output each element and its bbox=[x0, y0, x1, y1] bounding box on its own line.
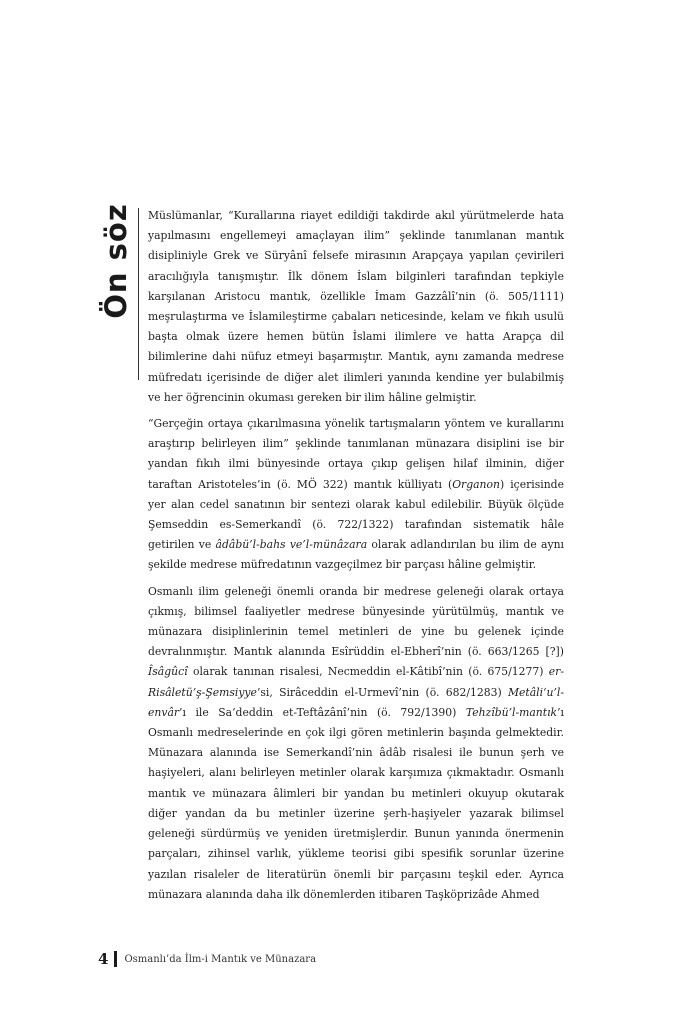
chapter-title bbox=[96, 203, 136, 319]
italic-title: âdâbü’l-bahs ve’l-münâzara bbox=[215, 538, 368, 552]
footer-rule bbox=[114, 951, 117, 967]
text-run: “Gerçeğin ortaya çıkarılmasına yönelik tartışmaların yöntem ve kurallarını araştırıp belirleyen ilim” şeklinde tanımlanan münazara disiplini ise bir yandan fıkıh ilmi bünyesinde ortaya çıkıp gelişen hilaf ilminin, diğer taraftan Aristoteles’in (ö. MÖ 322) mantık külliyatı ( bbox=[148, 417, 564, 491]
paragraph bbox=[148, 206, 564, 408]
chapter-title-text: Ön söz bbox=[99, 203, 133, 319]
text-run: olarak tanınan risalesi, Necmeddin el-Kâtibî’nin (ö. 675/1277) bbox=[187, 665, 549, 679]
italic-title: Tehzîbü’l-mantık bbox=[465, 705, 558, 719]
text-run: ’si, Sirâceddin el-Urmevî’nin (ö. 682/1283) bbox=[256, 685, 508, 699]
body-text bbox=[148, 206, 564, 911]
running-title: Osmanlı’da İlm-i Mantık ve Münazara bbox=[124, 953, 317, 965]
italic-title: er-Risâletü’ş-Şemsiyye bbox=[148, 665, 564, 699]
text-run: Osmanlı ilim geleneği önemli oranda bir medrese geleneği olarak ortaya çıkmış, bilimsel faaliyetler medrese bünyesinde yürütülmüş, mantık ve münazara disiplinlerinin temel metinleri de yine bu gelenek içinde devralınmıştır. Mantık alanında Esîrüddin el-Ebherî’nin (ö. 663/1265 [?]) bbox=[148, 584, 564, 659]
text-run: ’ı Osmanlı medreselerinde en çok ilgi gören metinlerin başında gelmektedir. Münazara alanında ise Semerkandî’nin âdâb risalesi ile bunun şerh ve haşiyeleri, alanı belirleyen metinler olarak karşımıza çıkmaktadır. Osmanlı mantık ve münazara âlimleri bir yandan bu metinleri okuyup okutarak diğer yandan da bu metinler üzerine şerh-haşiyeler yazarak bilimsel geleneği sürdürmüş ve yeniden üretmişlerdir. Bunun yanında önermenin parçaları, zihinsel varlık, yükleme teorisi gibi spesifik sorunlar üzerine yazılan risaleler de literatürün önemli bir parçasını teşkil eder. Ayrıca münazara alanında daha ilk dönemlerden itibaren Taşköprizâde Ahmed bbox=[148, 705, 564, 901]
italic-title: Îsâgûcî bbox=[148, 665, 188, 679]
chapter-title-rule bbox=[138, 208, 139, 380]
paragraph bbox=[148, 582, 564, 905]
text-run: olarak adlandırılan bu ilim de aynı şekilde medrese müfredatının vazgeçilmez bir parçası hâline gelmiştir. bbox=[148, 538, 564, 572]
italic-title: Organon bbox=[452, 477, 500, 491]
page-number: 4 bbox=[98, 950, 109, 968]
text-run: ’ı ile Sa‘deddin et-Teftâzânî’nin (ö. 792/1390) bbox=[179, 705, 466, 719]
italic-title: Metâli‘u’l-envâr bbox=[148, 685, 564, 719]
paragraph bbox=[148, 414, 564, 576]
text-run: Müslümanlar, “Kurallarına riayet edildiği takdirde akıl yürütmelerde hata yapılmasını engellemeyi amaçlayan ilim” şeklinde tanımlanan mantık disipliniyle Grek ve Süryânî felsefe mirasının Arapçaya yapılan çevirileri aracılığıyla tanışmıştır. İlk dönem İslam bilginleri tarafından tepkiyle karşılanan Aristocu mantık, özellikle İmam Gazzâlî’nin (ö. 505/1111) meşrulaştırma ve İslamileştirme çabaları neticesinde, kelam ve fıkıh usulü başta olmak üzere hemen bütün İslami ilimlere ve hatta Arapça dil bilimlerine dahi nüfuz etmeyi başarmıştır. Mantık, aynı zamanda medrese müfredatı içerisinde de diğer alet ilimleri yanında kendine yer bulabilmiş ve her öğrencinin okuması gereken bir ilim hâline gelmiştir. bbox=[148, 209, 564, 404]
text-run: ) içerisinde yer alan cedel sanatının bir sentezi olarak kabul edilebilir. Büyük ölçüde Şemseddin es-Semerkandî (ö. 722/1322) tarafından sistematik hâle getirilen ve bbox=[148, 477, 564, 552]
page-footer bbox=[98, 948, 316, 970]
